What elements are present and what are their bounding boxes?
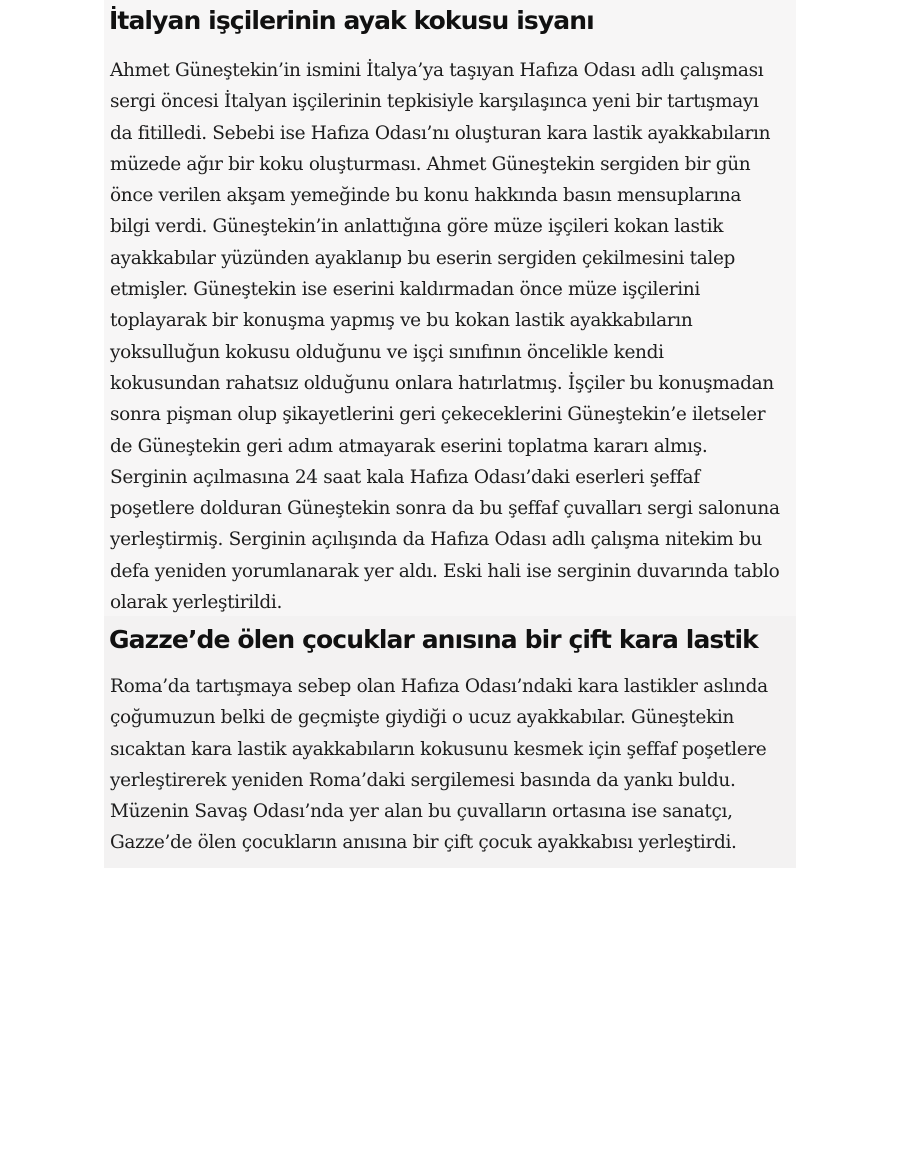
text-line: yoksulluğun kokusu olduğunu ve işçi sınıfının öncelikle kendi: [110, 341, 664, 363]
text-line: olarak yerleştirildi.: [110, 592, 282, 614]
section-body-text: [110, 55, 790, 618]
text-line: müzede ağır bir koku oluşturması. Ahmet Güneştekin sergiden bir gün: [110, 153, 751, 175]
text-line: defa yeniden yorumlanarak yer aldı. Eski hali ise serginin duvarında tablo: [110, 560, 780, 582]
section-heading: İtalyan işçilerinin ayak kokusu isyanı: [109, 6, 594, 35]
text-line: Gazze’de ölen çocukların anısına bir çift çocuk ayakkabısı yerleştirdi.: [110, 832, 737, 854]
text-line: kokusundan rahatsız olduğunu onlara hatırlatmış. İşçiler bu konuşmadan: [110, 372, 774, 394]
section-body-text: [110, 671, 790, 859]
text-line: ayakkabılar yüzünden ayaklanıp bu eserin sergiden çekilmesini talep: [110, 247, 736, 269]
text-line: Roma’da tartışmaya sebep olan Hafıza Odası’ndaki kara lastikler aslında: [110, 676, 768, 697]
text-line: sergi öncesi İtalyan işçilerinin tepkisiyle karşılaşınca yeni bir tartışmayı: [110, 91, 759, 113]
text-line: Serginin açılmasına 24 saat kala Hafıza Odası’daki eserleri şeffaf: [110, 466, 700, 488]
text-line: da fitilledi. Sebebi ise Hafıza Odası’nı oluşturan kara lastik ayakkabıların: [110, 122, 771, 144]
article-section-italian-workers: [104, 0, 796, 616]
text-line: bilgi verdi. Güneştekin’in anlattığına göre müze işçileri kokan lastik: [110, 216, 724, 238]
text-line: önce verilen akşam yemeğinde bu konu hakkında basın mensuplarına: [110, 185, 742, 207]
text-line: poşetlere dolduran Güneştekin sonra da bu şeffaf çuvalları sergi salonuna: [110, 498, 780, 520]
text-line: etmişler. Güneştekin ise eserini kaldırmadan önce müze işçilerini: [110, 279, 700, 301]
text-line: Müzenin Savaş Odası’nda yer alan bu çuvalların ortasına ise sanatçı,: [110, 801, 733, 823]
text-line: sonra pişman olup şikayetlerini geri çekeceklerini Güneştekin’e iletseler: [110, 404, 766, 426]
text-line: yerleştirmiş. Serginin açılışında da Hafıza Odası adlı çalışma nitekim bu: [110, 529, 762, 551]
text-line: sıcaktan kara lastik ayakkabıların kokusunu kesmek için şeffaf poşetlere: [110, 738, 767, 760]
text-line: yerleştirerek yeniden Roma’daki sergilemesi basında da yankı buldu.: [110, 769, 736, 791]
text-line: toplayarak bir konuşma yapmış ve bu kokan lastik ayakkabıların: [110, 310, 693, 332]
text-line: Ahmet Güneştekin’in ismini İtalya’ya taşıyan Hafıza Odası adlı çalışması: [110, 60, 764, 81]
text-line: de Güneştekin geri adım atmayarak eserini toplatma kararı almış.: [110, 435, 708, 457]
section-heading: Gazze’de ölen çocuklar anısına bir çift kara lastik: [109, 625, 758, 654]
text-line: çoğumuzun belki de geçmişte giydiği o ucuz ayakkabılar. Güneştekin: [110, 707, 734, 729]
article-section-gaza-children: [104, 616, 796, 868]
